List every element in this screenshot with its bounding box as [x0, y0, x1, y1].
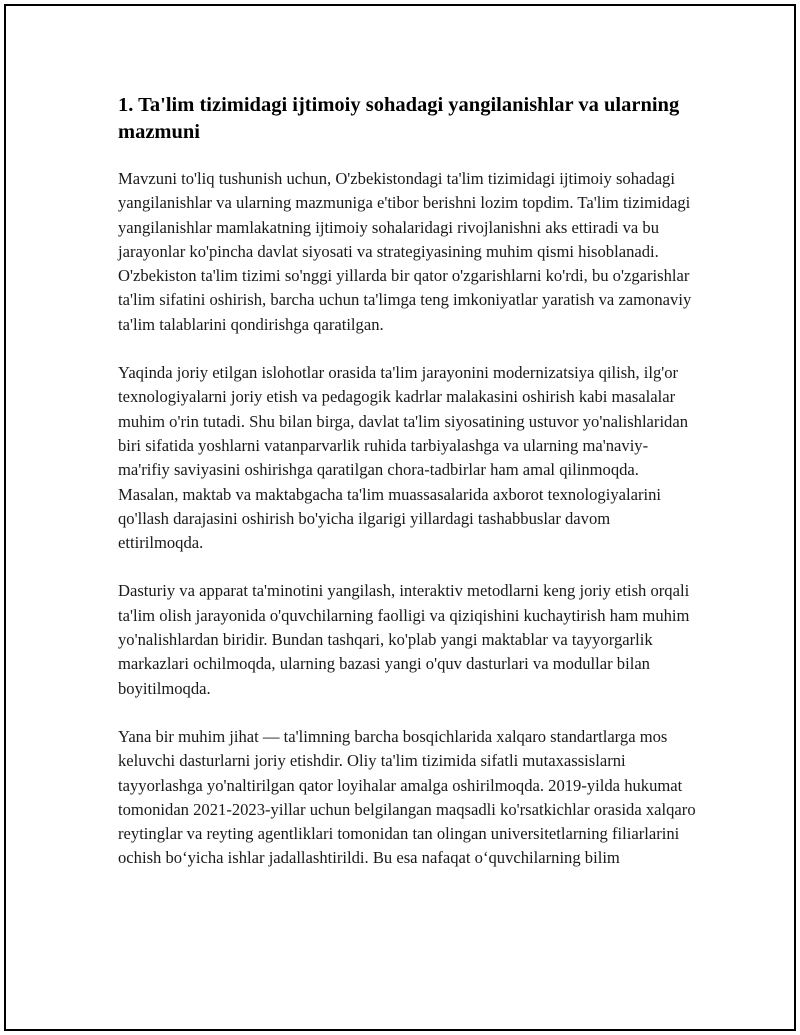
- paragraph-1: Mavzuni to'liq tushunish uchun, O'zbekistondagi ta'lim tizimidagi ijtimoiy sohadagi yangilanishlar va ularning mazmuniga e'tibor berishni lozim topdim. Ta'lim tizimidagi yangilanishlar mamlakatning ijtimoiy sohalaridagi rivojlanishni aks ettiradi va bu jarayonlar ko'pincha davlat siyosati va strategiyasining muhim qismi hisoblanadi. O'zbekiston ta'lim tizimi so'nggi yillarda bir qator o'zgarishlarni ko'rdi, bu o'zgarishlar ta'lim sifatini oshirish, barcha uchun ta'limga teng imkoniyatlar yaratish va zamonaviy ta'lim talablarini qondirishga qaratilgan.: [118, 169, 692, 334]
- document-body: [118, 92, 698, 895]
- paragraph-2: Yaqinda joriy etilgan islohotlar orasida ta'lim jarayonini modernizatsiya qilish, ilg'or texnologiyalarni joriy etish va pedagogik kadrlar malakasini oshirish kabi masalalar muhim o'rin tutadi. Shu bilan birga, davlat ta'lim siyosatining ustuvor yo'nalishlaridan biri sifatida yoshlarni vatanparvarlik ruhida tarbiyalashga va ularning ma'naviy-ma'rifiy saviyasini oshirishga qaratilgan chora-tadbirlar ham amal qilinmoqda. Masalan, maktab va maktabgacha ta'lim muassasalarida axborot texnologiyalarini qo'llash darajasini oshirish bo'yicha ilgarigi yillardagi tashabbuslar davom ettirilmoqda.: [118, 363, 689, 553]
- paragraph-4: Yana bir muhim jihat — ta'limning barcha bosqichlarida xalqaro standartlarga mos keluvchi dasturlarni joriy etishdir. Oliy ta'lim tizimida sifatli mutaxassislarni tayyorlashga yo'naltirilgan qator loyihalar amalga oshirilmoqda. 2019-yilda hukumat tomonidan 2021-2023-yillar uchun belgilangan maqsadli ko'rsatkichlar orasida xalqaro reytinglar va reyting agentliklari tomonidan tan olingan universitetlarning filiarlarini ochish bo‘yicha ishlar jadallashtirildi. Bu esa nafaqat o‘quvchilarning bilim: [118, 726, 696, 868]
- section-heading: 1. Ta'lim tizimidagi ijtimoiy sohadagi yangilanishlar va ularning mazmuni: [118, 94, 680, 143]
- paragraph-3: Dasturiy va apparat ta'minotini yangilash, interaktiv metodlarni keng joriy etish orqali ta'lim olish jarayonida o'quvchilarning faolligi va qiziqishini kuchaytirish ham muhim yo'nalishlardan biridir. Bundan tashqari, ko'plab yangi maktablar va tayyorgarlik markazlari ochilmoqda, ularning bazasi yangi o'quv dasturlari va modullar bilan boyitilmoqda.: [118, 581, 690, 698]
